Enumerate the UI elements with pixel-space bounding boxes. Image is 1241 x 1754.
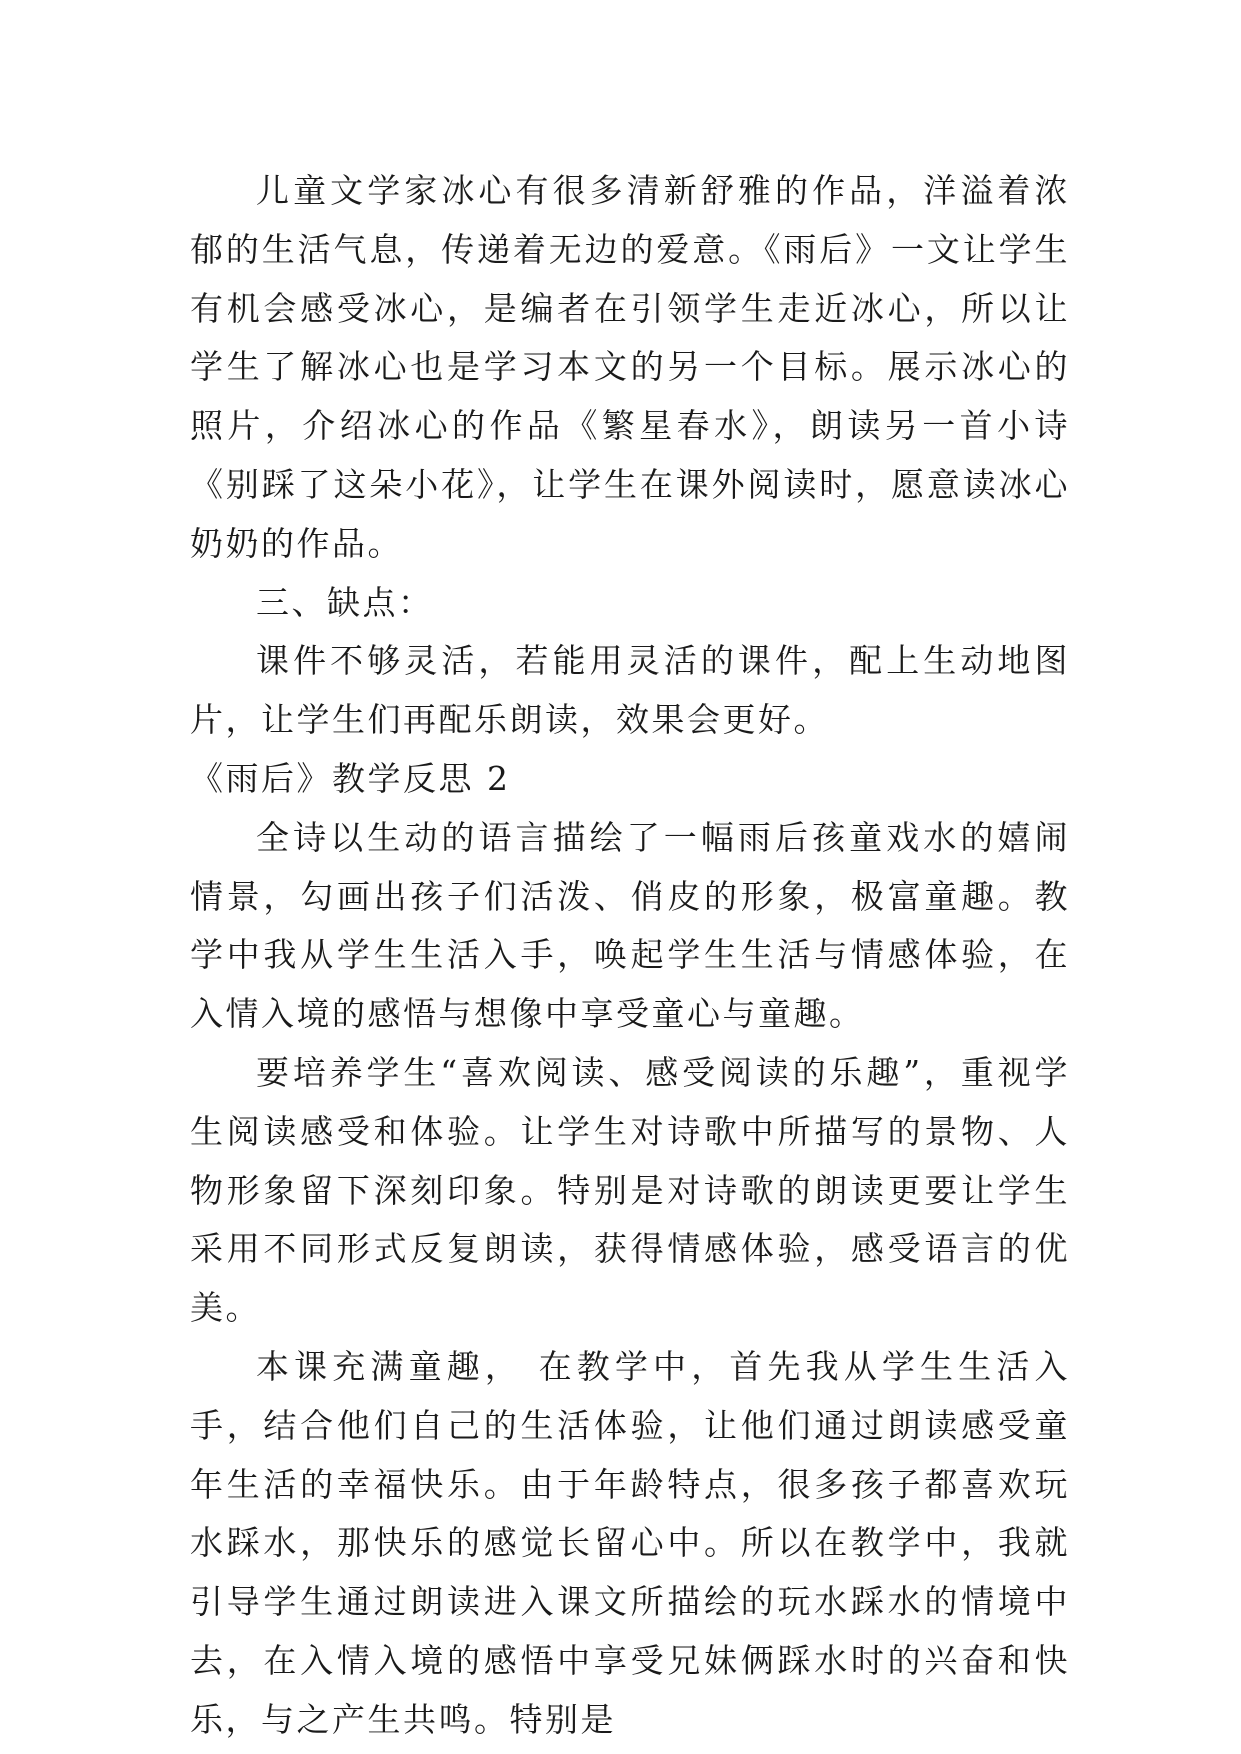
paragraph-poem-description: 全诗以生动的语言描绘了一幅雨后孩童戏水的嬉闹情景，勾画出孩子们活泼、俏皮的形象，极富童趣。教学中我从学生生活入手，唤起学生生活与情感体验，在入情入境的感悟与想像中享受童心与童趣。 bbox=[190, 817, 1070, 1034]
paragraph-childlike-fun: 本课充满童趣， 在教学中，首先我从学生生活入手，结合他们自己的生活体验，让他们通过朗读感受童年生活的幸福快乐。由于年龄特点，很多孩子都喜欢玩水踩水，那快乐的感觉长留心中。所以在教学中，我就引导学生通过朗读进入课文所描绘的玩水踩水的情境中去，在入情入境的感悟中享受兄妹俩踩水时的兴奋和快乐，与之产生共鸣。特别是 bbox=[190, 1346, 1070, 1739]
section-heading-shortcomings: 三、缺点： bbox=[256, 582, 434, 622]
paragraph-courseware: 课件不够灵活，若能用灵活的课件，配上生动地图片，让学生们再配乐朗读，效果会更好。 bbox=[190, 641, 1070, 740]
paragraph-reading-interest: 要培养学生“喜欢阅读、感受阅读的乐趣”，重视学生阅读感受和体验。让学生对诗歌中所描写的景物、人物形象留下深刻印象。特别是对诗歌的朗读更要让学生采用不同形式反复朗读，获得情感体验，感受语言的优美。 bbox=[190, 1052, 1070, 1328]
paragraph-bing-xin-works: 儿童文学家冰心有很多清新舒雅的作品，洋溢着浓郁的生活气息，传递着无边的爱意。《雨后》一文让学生有机会感受冰心，是编者在引领学生走近冰心，所以让学生了解冰心也是学习本文的另一个目标。展示冰心的照片，介绍冰心的作品《繁星春水》，朗读另一首小诗《别踩了这朵小花》，让学生在课外阅读时，愿意读冰心奶奶的作品。 bbox=[190, 171, 1070, 563]
section-title-reflection-2: 《雨后》教学反思 2 bbox=[190, 758, 511, 798]
document-body bbox=[190, 162, 1070, 1750]
